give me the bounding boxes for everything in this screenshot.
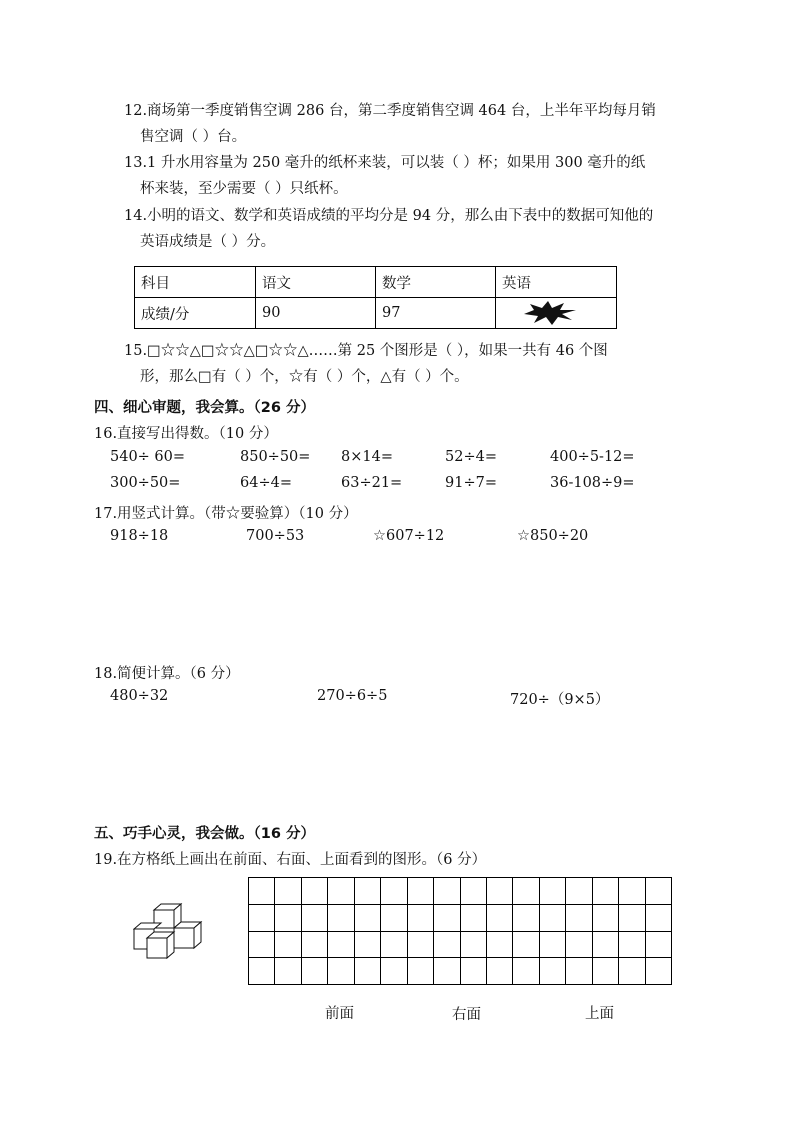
grid-cell[interactable] bbox=[434, 905, 460, 932]
grid-cell[interactable] bbox=[487, 905, 513, 932]
math-item: 63÷21= bbox=[341, 475, 403, 491]
grid-cell[interactable] bbox=[646, 878, 672, 905]
grid-cell[interactable] bbox=[408, 932, 434, 959]
grid-cell[interactable] bbox=[487, 878, 513, 905]
grid-paper[interactable] bbox=[248, 877, 672, 985]
math-item: 850÷50= bbox=[240, 449, 311, 465]
math-item: 720÷（9×5） bbox=[510, 692, 610, 708]
table-row bbox=[135, 267, 617, 298]
grid-cell[interactable] bbox=[540, 932, 566, 959]
grid-cell[interactable] bbox=[566, 958, 592, 985]
ink-blot-cell bbox=[496, 298, 617, 329]
grid-cell[interactable] bbox=[461, 932, 487, 959]
grid-cell[interactable] bbox=[619, 958, 645, 985]
grid-cell[interactable] bbox=[249, 878, 275, 905]
math-item: 480÷32 bbox=[110, 688, 169, 704]
math-item: 270÷6÷5 bbox=[317, 688, 388, 704]
grid-cell[interactable] bbox=[566, 932, 592, 959]
table-cell: 成绩/分 bbox=[135, 298, 256, 329]
grid-cell[interactable] bbox=[275, 958, 301, 985]
grid-cell[interactable] bbox=[302, 878, 328, 905]
grid-cell[interactable] bbox=[540, 878, 566, 905]
math-item: 400÷5-12= bbox=[550, 449, 635, 465]
section-4-title: 四、细心审题，我会算。（26 分） bbox=[94, 400, 315, 416]
grid-cell[interactable] bbox=[513, 932, 539, 959]
grid-cell[interactable] bbox=[408, 878, 434, 905]
grid-cell[interactable] bbox=[355, 878, 381, 905]
grid-cell[interactable] bbox=[275, 905, 301, 932]
q15-line2: 形，那么□有（ ）个，☆有（ ）个，△有（ ）个。 bbox=[140, 369, 469, 385]
grid-cell[interactable] bbox=[302, 958, 328, 985]
math-item: 91÷7= bbox=[445, 475, 497, 491]
grid-cell[interactable] bbox=[566, 878, 592, 905]
table-cell: 数学 bbox=[376, 267, 496, 298]
grid-cell[interactable] bbox=[434, 958, 460, 985]
math-item: 52÷4= bbox=[445, 449, 497, 465]
math-item: ☆607÷12 bbox=[373, 528, 445, 544]
grid-cell[interactable] bbox=[540, 905, 566, 932]
grid-cell[interactable] bbox=[249, 932, 275, 959]
math-item: 300÷50= bbox=[110, 475, 181, 491]
q13-line1: 13.1 升水用容量为 250 毫升的纸杯来装，可以装（ ）杯；如果用 300 毫升的纸 bbox=[124, 155, 646, 171]
grid-cell[interactable] bbox=[328, 958, 354, 985]
q13-line2: 杯来装，至少需要（ ）只纸杯。 bbox=[140, 181, 348, 197]
math-item: 64÷4= bbox=[240, 475, 292, 491]
math-item: 700÷53 bbox=[246, 528, 305, 544]
q14-line2: 英语成绩是（ ）分。 bbox=[140, 234, 276, 250]
table-cell: 科目 bbox=[135, 267, 256, 298]
grid-cell[interactable] bbox=[302, 905, 328, 932]
grid-cell[interactable] bbox=[461, 958, 487, 985]
table-cell: 语文 bbox=[256, 267, 376, 298]
q17-title: 17.用竖式计算。（带☆要验算）（10 分） bbox=[94, 506, 358, 522]
grid-cell[interactable] bbox=[381, 958, 407, 985]
grid-cell[interactable] bbox=[540, 958, 566, 985]
grid-cell[interactable] bbox=[328, 905, 354, 932]
cube-stack-figure bbox=[133, 902, 207, 960]
grid-cell[interactable] bbox=[355, 958, 381, 985]
grid-cell[interactable] bbox=[408, 958, 434, 985]
math-item: 540÷ 60= bbox=[110, 449, 186, 465]
grid-cell[interactable] bbox=[487, 932, 513, 959]
grid-cell[interactable] bbox=[619, 932, 645, 959]
grid-cell[interactable] bbox=[355, 932, 381, 959]
grid-cell[interactable] bbox=[619, 878, 645, 905]
grid-cell[interactable] bbox=[487, 958, 513, 985]
grid-cell[interactable] bbox=[593, 878, 619, 905]
math-item: 8×14= bbox=[341, 449, 393, 465]
label-front: 前面 bbox=[325, 1006, 354, 1022]
q19-title: 19.在方格纸上画出在前面、右面、上面看到的图形。（6 分） bbox=[94, 852, 487, 868]
grid-cell[interactable] bbox=[513, 958, 539, 985]
q14-line1: 14.小明的语文、数学和英语成绩的平均分是 94 分，那么由下表中的数据可知他的 bbox=[124, 208, 654, 224]
grid-cell[interactable] bbox=[461, 878, 487, 905]
label-top: 上面 bbox=[585, 1006, 614, 1022]
grid-cell[interactable] bbox=[434, 932, 460, 959]
grid-cell[interactable] bbox=[566, 905, 592, 932]
grid-cell[interactable] bbox=[302, 932, 328, 959]
grid-cell[interactable] bbox=[646, 905, 672, 932]
grid-cell[interactable] bbox=[381, 878, 407, 905]
table-row bbox=[135, 298, 617, 329]
grid-cell[interactable] bbox=[355, 905, 381, 932]
q16-title: 16.直接写出得数。（10 分） bbox=[94, 426, 278, 442]
math-item: 918÷18 bbox=[110, 528, 169, 544]
q18-title: 18.简便计算。（6 分） bbox=[94, 666, 240, 682]
grid-cell[interactable] bbox=[593, 905, 619, 932]
grid-cell[interactable] bbox=[249, 958, 275, 985]
q12-line1: 12.商场第一季度销售空调 286 台，第二季度销售空调 464 台，上半年平均每月销 bbox=[124, 103, 656, 119]
grid-cell[interactable] bbox=[328, 932, 354, 959]
ink-blot-icon bbox=[522, 300, 578, 326]
math-item: 36-108÷9= bbox=[550, 475, 635, 491]
section-5-title: 五、巧手心灵，我会做。（16 分） bbox=[94, 826, 315, 842]
grid-cell[interactable] bbox=[328, 878, 354, 905]
grid-cell[interactable] bbox=[408, 905, 434, 932]
q15-line1: 15.□☆☆△□☆☆△□☆☆△……第 25 个图形是（ ），如果一共有 46 个图 bbox=[124, 343, 608, 359]
grid-cell[interactable] bbox=[513, 905, 539, 932]
table-cell: 英语 bbox=[496, 267, 617, 298]
score-table bbox=[134, 266, 617, 329]
grid-cell[interactable] bbox=[646, 958, 672, 985]
grid-cell[interactable] bbox=[646, 932, 672, 959]
grid-cell[interactable] bbox=[434, 878, 460, 905]
grid-cell[interactable] bbox=[619, 905, 645, 932]
math-item: ☆850÷20 bbox=[517, 528, 589, 544]
table-cell: 90 bbox=[256, 298, 376, 329]
grid-cell[interactable] bbox=[249, 905, 275, 932]
grid-cell[interactable] bbox=[461, 905, 487, 932]
grid-cell[interactable] bbox=[275, 932, 301, 959]
grid-cell[interactable] bbox=[513, 878, 539, 905]
label-right: 右面 bbox=[452, 1007, 481, 1023]
grid-cell[interactable] bbox=[381, 905, 407, 932]
q12-line2: 售空调（ ）台。 bbox=[140, 129, 247, 145]
grid-cell[interactable] bbox=[275, 878, 301, 905]
grid-cell[interactable] bbox=[381, 932, 407, 959]
table-cell: 97 bbox=[376, 298, 496, 329]
grid-cell[interactable] bbox=[593, 932, 619, 959]
grid-cell[interactable] bbox=[593, 958, 619, 985]
